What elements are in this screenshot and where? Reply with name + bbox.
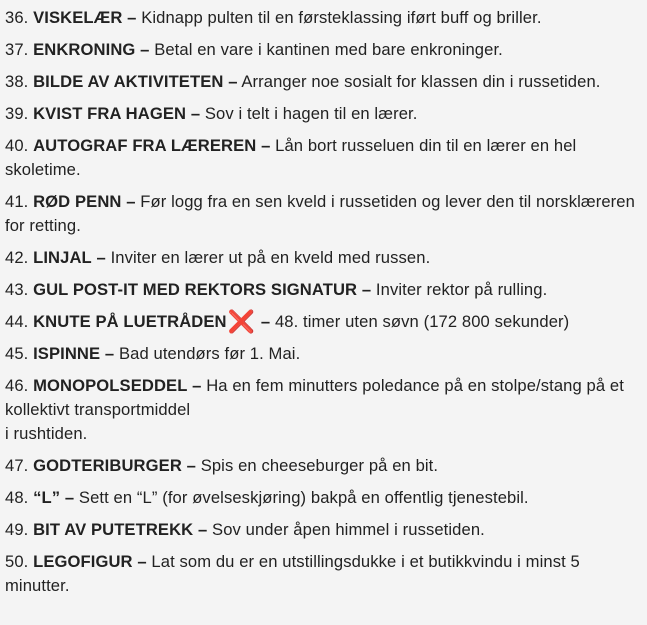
item-title: BIT AV PUTETREKK <box>33 520 194 539</box>
item-title: “L” <box>33 488 61 507</box>
item-dash: – <box>64 488 75 507</box>
list-item <box>5 6 647 30</box>
list-item <box>5 102 647 126</box>
item-dash: – <box>261 136 271 155</box>
item-title: MONOPOLSEDDEL <box>33 376 188 395</box>
item-number: 42. <box>5 248 29 267</box>
item-title: GUL POST-IT MED REKTORS SIGNATUR <box>33 280 358 299</box>
item-number: 48. <box>5 488 29 507</box>
item-description: Bad utendørs før 1. Mai. <box>118 344 301 363</box>
item-description: Ha en fem minutters poledance på en stolpe/stang på et kollektivt transportmiddel <box>5 376 624 419</box>
item-description: Inviter rektor på rulling. <box>375 280 548 299</box>
item-description-continued: i rushtiden. <box>5 424 88 443</box>
cross-mark-icon: ❌ <box>227 309 256 334</box>
item-number: 36. <box>5 8 29 27</box>
item-dash: – <box>140 40 150 59</box>
item-description: Sov under åpen himmel i russetiden. <box>212 520 485 539</box>
item-description: Før logg fra en sen kveld i russetiden og lever den til norsklæreren for retting. <box>5 192 635 235</box>
item-title: LINJAL <box>33 248 92 267</box>
item-number: 47. <box>5 456 29 475</box>
item-dash: – <box>190 104 201 123</box>
item-dash: – <box>260 312 271 331</box>
item-dash: – <box>192 376 202 395</box>
list-item <box>5 278 647 302</box>
list-item <box>5 70 647 94</box>
item-description: 48. timer uten søvn (172 800 sekunder) <box>274 312 570 331</box>
item-dash: – <box>361 280 372 299</box>
item-dash: – <box>96 248 106 267</box>
item-number: 45. <box>5 344 29 363</box>
list-item <box>5 518 647 542</box>
item-number: 49. <box>5 520 29 539</box>
item-description: Arranger noe sosialt for klassen din i russetiden. <box>241 72 601 91</box>
item-title: RØD PENN <box>33 192 122 211</box>
item-dash: – <box>186 456 196 475</box>
item-title: ENKRONING <box>33 40 136 59</box>
item-description: Spis en cheeseburger på en bit. <box>200 456 439 475</box>
item-number: 37. <box>5 40 29 59</box>
list-item <box>5 246 647 270</box>
item-title: ISPINNE <box>33 344 101 363</box>
list-item <box>5 190 647 238</box>
item-number: 46. <box>5 376 29 395</box>
item-title: GODTERIBURGER <box>33 456 182 475</box>
item-description: Lat som du er en utstillingsdukke i et butikkvindu i minst 5 minutter. <box>5 552 580 595</box>
list-item <box>5 454 647 478</box>
list-item <box>5 342 647 366</box>
list-item <box>5 310 647 334</box>
list-item <box>5 38 647 62</box>
list-item <box>5 550 647 598</box>
item-number: 43. <box>5 280 29 299</box>
item-number: 44. <box>5 312 29 331</box>
item-dash: – <box>197 520 208 539</box>
item-description: Lån bort russeluen din til en lærer en hel skoletime. <box>5 136 577 179</box>
item-dash: – <box>127 8 137 27</box>
item-description: Inviter en lærer ut på en kveld med russen. <box>110 248 431 267</box>
item-title: LEGOFIGUR <box>33 552 133 571</box>
item-number: 50. <box>5 552 29 571</box>
item-description: Kidnapp pulten til en førsteklassing iført buff og briller. <box>141 8 542 27</box>
item-description: Sov i telt i hagen til en lærer. <box>204 104 418 123</box>
item-dash: – <box>228 72 238 91</box>
list-item <box>5 134 647 182</box>
item-description: Sett en “L” (for øvelseskjøring) bakpå en offentlig tjenestebil. <box>78 488 529 507</box>
list-item <box>5 486 647 510</box>
item-number: 39. <box>5 104 29 123</box>
item-title: KVIST FRA HAGEN <box>33 104 187 123</box>
item-title: KNUTE PÅ LUETRÅDEN <box>33 312 227 331</box>
list-item <box>5 374 647 446</box>
item-title: AUTOGRAF FRA LÆREREN <box>33 136 257 155</box>
item-dash: – <box>126 192 136 211</box>
item-number: 38. <box>5 72 29 91</box>
item-number: 41. <box>5 192 29 211</box>
item-dash: – <box>104 344 115 363</box>
item-number: 40. <box>5 136 29 155</box>
item-title: VISKELÆR <box>33 8 123 27</box>
item-dash: – <box>137 552 147 571</box>
item-description: Betal en vare i kantinen med bare enkroninger. <box>154 40 503 59</box>
item-title: BILDE AV AKTIVITETEN <box>33 72 224 91</box>
